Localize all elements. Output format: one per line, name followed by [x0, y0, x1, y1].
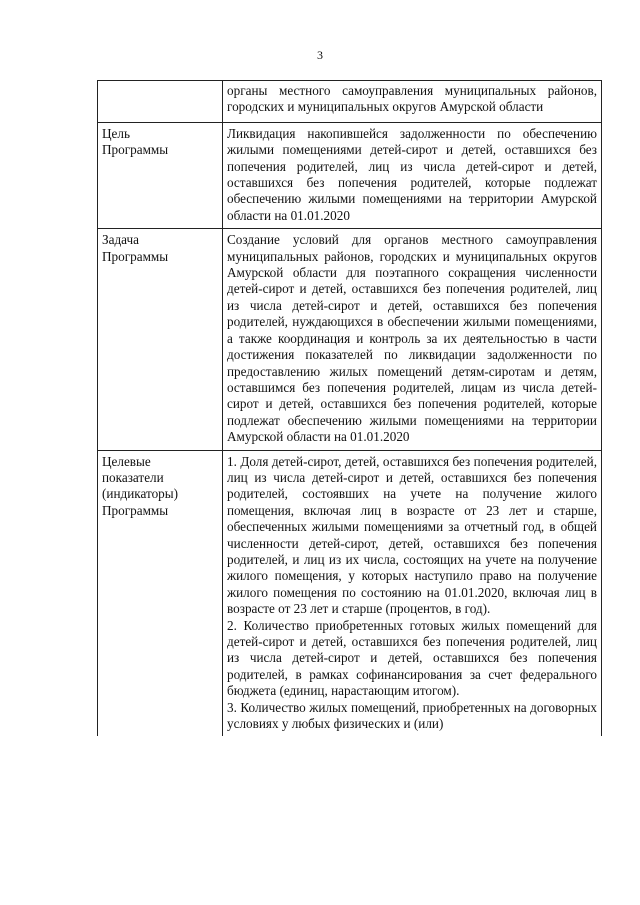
- row-label-task: Задача Программы: [98, 229, 223, 450]
- row-label-goal: Цель Программы: [98, 122, 223, 228]
- program-passport-table: [97, 80, 602, 736]
- paragraph: Ликвидация накопившейся задолженности по обеспечению жилыми помещениями детей-сирот и детей, оставшихся без попечения родителей, лиц из числа детей-сирот и детей, оставшихся без попечения родителей, которые подлежат обеспечению жилыми помещениями на территории Амурской области на 01.01.2020: [227, 125, 597, 223]
- table-row: [98, 450, 602, 736]
- table-row: [98, 229, 602, 450]
- table-row: [98, 81, 602, 123]
- paragraph: органы местного самоуправления муниципальных районов, городских и муниципальных округов Амурской области: [227, 83, 597, 115]
- row-content-indicators: [223, 450, 602, 736]
- row-content-goal: [223, 122, 602, 228]
- table-row: [98, 122, 602, 228]
- row-label-indicators: Целевые показатели (индикаторы) Программы: [98, 450, 223, 736]
- row-label: [98, 81, 223, 123]
- indicator-paragraph-1: 1. Доля детей-сирот, детей, оставшихся без попечения родителей, лиц из числа детей-сирот и детей, оставшихся без попечения родителей, состоявших на учете на получение жилого помещения, включая лиц в возрасте от 23 лет и старше, обеспеченных жилыми помещениями за отчетный год, в общей численности детей-сирот, детей, оставшихся без попечения родителей, и лиц из их числа, состоящих на учете на получение жилого помещения, у которых наступило право на получение жилого помещения по состоянию на 01.01.2020, включая лиц в возрасте от 23 лет и старше (процентов, в год).: [227, 453, 597, 617]
- row-content: [223, 81, 602, 123]
- paragraph: Создание условий для органов местного самоуправления муниципальных районов, городских и муниципальных округов Амурской области для поэтапного сокращения численности детей-сирот и детей, оставшихся без попечения родителей, лиц из числа детей-сирот и детей, оставшихся без попечения родителей, нуждающихся в обеспечении жилыми помещениями, а также координация и контроль за их деятельностью в части достижения показателей по ликвидации задолженности по предоставлению жилых помещений детям-сиротам и детям, оставшимся без попечения родителей, лицам из числа детей-сирот и детей, оставшихся без попечения родителей, которые подлежат обеспечению жилыми помещениями на территории Амурской области на 01.01.2020: [227, 232, 597, 445]
- indicator-paragraph-3: 3. Количество жилых помещений, приобретенных на договорных условиях у любых физических и (или): [227, 699, 597, 732]
- page-number: 3: [317, 48, 323, 62]
- indicator-paragraph-2: 2. Количество приобретенных готовых жилых помещений для детей-сирот и детей, оставшихся без попечения родителей, лиц из числа детей-сирот и детей, оставшихся без попечения родителей, в рамках софинансирования за счет федерального бюджета (единиц, нарастающим итогом).: [227, 617, 597, 699]
- row-content-task: [223, 229, 602, 450]
